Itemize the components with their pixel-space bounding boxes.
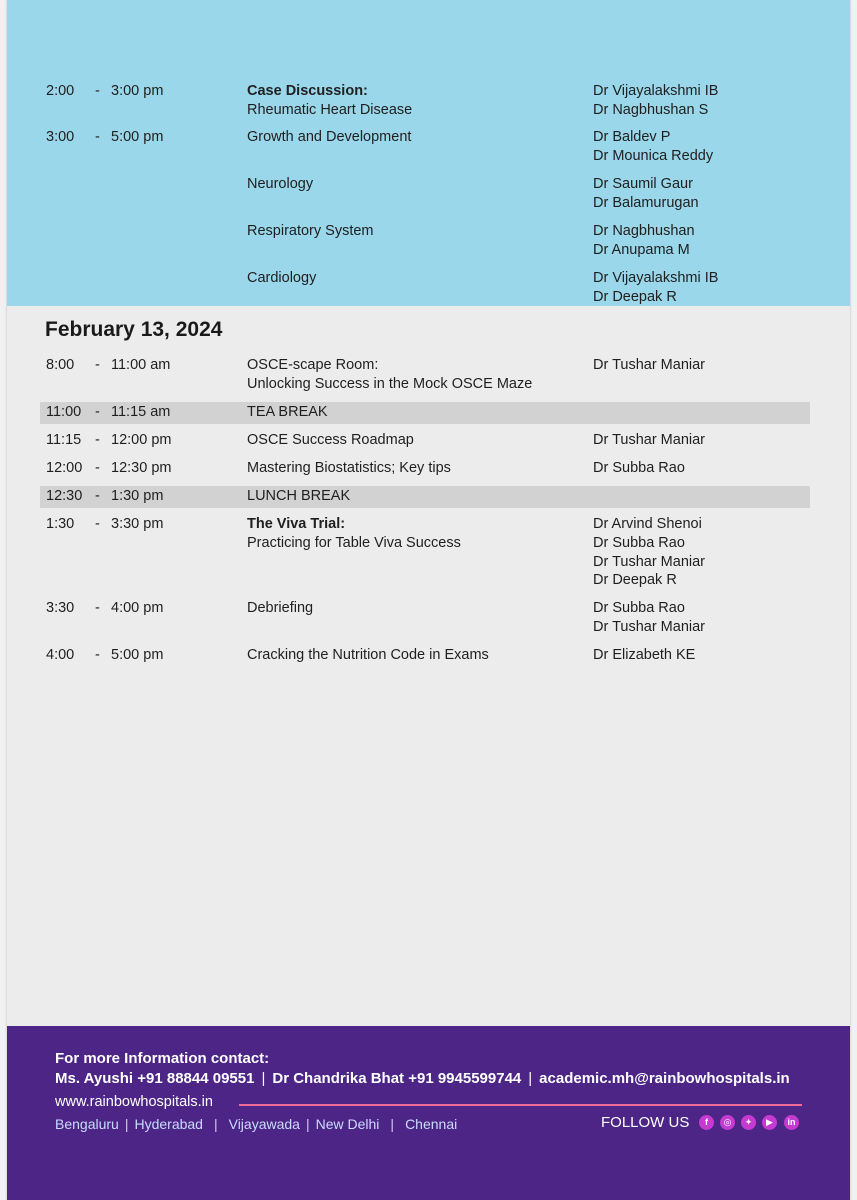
topic: Mastering Biostatistics; Key tips bbox=[247, 460, 451, 476]
topic: Cracking the Nutrition Code in Exams bbox=[247, 647, 489, 663]
time-to: 3:00 pm bbox=[111, 83, 164, 99]
city-hyderabad: Hyderabad bbox=[134, 1116, 203, 1132]
separator: | bbox=[390, 1116, 395, 1132]
schedule-row bbox=[7, 431, 850, 459]
separator: | bbox=[213, 1116, 218, 1132]
time-from: 4:00 bbox=[46, 647, 75, 663]
city-list bbox=[55, 1116, 457, 1132]
speaker: Dr Deepak R bbox=[593, 572, 677, 589]
topic: OSCE Success Roadmap bbox=[247, 432, 414, 448]
tea-break-row bbox=[7, 403, 850, 431]
instagram-icon[interactable]: ◎ bbox=[720, 1115, 735, 1130]
schedule-row bbox=[7, 356, 850, 392]
speaker: Dr Tushar Maniar bbox=[593, 618, 706, 635]
topic-title: The Viva Trial: bbox=[247, 516, 346, 532]
speaker: Dr Mounica Reddy bbox=[593, 147, 714, 164]
linkedin-icon[interactable]: in bbox=[784, 1115, 799, 1130]
time-dash: - bbox=[95, 83, 100, 99]
speaker: Dr Subba Rao bbox=[593, 460, 685, 476]
contact-email-link[interactable]: academic.mh@rainbowhospitals.in bbox=[539, 1070, 790, 1087]
website-link[interactable]: www.rainbowhospitals.in bbox=[55, 1094, 213, 1110]
time-to: 1:30 pm bbox=[111, 488, 164, 504]
time-from: 3:00 bbox=[46, 129, 75, 145]
topic: Cardiology bbox=[247, 270, 317, 286]
time-dash: - bbox=[95, 357, 100, 373]
topic: LUNCH BREAK bbox=[247, 488, 351, 504]
time-from: 11:00 bbox=[46, 404, 82, 420]
time-from: 12:30 bbox=[46, 488, 83, 504]
time-dash: - bbox=[95, 516, 100, 532]
topic: OSCE-scape Room: bbox=[247, 357, 379, 373]
time-dash: - bbox=[95, 647, 100, 663]
schedule-row bbox=[7, 646, 850, 674]
day-title: February 13, 2024 bbox=[45, 318, 223, 341]
speaker: Dr Vijayalakshmi IB bbox=[593, 270, 719, 286]
topic: Neurology bbox=[247, 176, 314, 192]
separator: | bbox=[124, 1116, 129, 1132]
speaker: Dr Saumil Gaur bbox=[593, 176, 693, 192]
time-to: 5:00 pm bbox=[111, 647, 164, 663]
time-to: 4:00 pm bbox=[111, 600, 164, 616]
topic: TEA BREAK bbox=[247, 404, 328, 420]
speaker: Dr Tushar Maniar bbox=[593, 553, 706, 570]
topic: Debriefing bbox=[247, 600, 314, 616]
speaker: Dr Arvind Shenoi bbox=[593, 516, 702, 532]
topic: Growth and Development bbox=[247, 129, 412, 145]
time-to: 5:00 pm bbox=[111, 129, 164, 145]
speaker: Dr Tushar Maniar bbox=[593, 357, 706, 373]
speaker: Dr Tushar Maniar bbox=[593, 432, 706, 448]
speaker: Dr Vijayalakshmi IB bbox=[593, 83, 719, 99]
schedule-row bbox=[7, 82, 850, 118]
topic: Respiratory System bbox=[247, 223, 374, 239]
speaker: Dr Anupama M bbox=[593, 241, 690, 258]
city-new-delhi: New Delhi bbox=[315, 1116, 380, 1132]
time-dash: - bbox=[95, 404, 100, 420]
speaker: Dr Nagbhushan bbox=[593, 223, 695, 239]
separator: | bbox=[528, 1070, 533, 1087]
time-to: 11:00 am bbox=[111, 357, 171, 373]
schedule-row bbox=[7, 175, 850, 211]
time-dash: - bbox=[95, 129, 100, 145]
separator: | bbox=[261, 1070, 266, 1087]
speaker: Dr Baldev P bbox=[593, 129, 671, 145]
separator: | bbox=[305, 1116, 310, 1132]
speaker: Dr Elizabeth KE bbox=[593, 647, 696, 663]
topic: Practicing for Table Viva Success bbox=[247, 534, 461, 551]
time-to: 11:15 am bbox=[111, 404, 171, 420]
city-vijayawada: Vijayawada bbox=[228, 1116, 300, 1132]
time-dash: - bbox=[95, 432, 100, 448]
speaker: Dr Deepak R bbox=[593, 288, 677, 305]
speaker: Dr Nagbhushan S bbox=[593, 101, 709, 118]
schedule-row bbox=[7, 222, 850, 258]
speaker: Dr Subba Rao bbox=[593, 600, 685, 616]
time-from: 1:30 bbox=[46, 516, 75, 532]
time-to: 12:00 pm bbox=[111, 432, 172, 448]
schedule-row bbox=[7, 128, 850, 164]
time-from: 12:00 bbox=[46, 460, 83, 476]
contact-title: For more Information contact: bbox=[55, 1050, 270, 1067]
time-from: 8:00 bbox=[46, 357, 75, 373]
time-dash: - bbox=[95, 460, 100, 476]
schedule-row bbox=[7, 515, 850, 589]
topic-subtitle: Unlocking Success in the Mock OSCE Maze bbox=[247, 375, 533, 392]
contact-chandrika: Dr Chandrika Bhat +91 9945599744 bbox=[272, 1070, 522, 1087]
speaker: Dr Subba Rao bbox=[593, 534, 685, 551]
topic-title: Case Discussion: bbox=[247, 83, 368, 99]
city-chennai: Chennai bbox=[405, 1116, 458, 1132]
contact-ayushi: Ms. Ayushi +91 88844 09551 bbox=[55, 1070, 255, 1087]
time-to: 12:30 pm bbox=[111, 460, 172, 476]
time-from: 11:15 bbox=[46, 432, 82, 448]
time-from: 2:00 bbox=[46, 83, 75, 99]
follow-us-label: FOLLOW US bbox=[601, 1114, 690, 1131]
facebook-icon[interactable]: f bbox=[699, 1115, 714, 1130]
schedule-row bbox=[7, 599, 850, 635]
lunch-break-row bbox=[7, 487, 850, 515]
twitter-icon[interactable]: ✦ bbox=[741, 1115, 756, 1130]
time-to: 3:30 pm bbox=[111, 516, 164, 532]
contact-details bbox=[55, 1070, 790, 1087]
contact-footer bbox=[7, 1026, 850, 1200]
topic: Rheumatic Heart Disease bbox=[247, 101, 413, 118]
city-bengaluru: Bengaluru bbox=[55, 1116, 119, 1132]
time-dash: - bbox=[95, 488, 100, 504]
schedule-row bbox=[7, 459, 850, 487]
time-dash: - bbox=[95, 600, 100, 616]
agenda-page bbox=[7, 0, 850, 1200]
speaker: Dr Balamurugan bbox=[593, 194, 699, 211]
schedule-row bbox=[7, 269, 850, 305]
divider-line bbox=[239, 1104, 802, 1106]
time-from: 3:30 bbox=[46, 600, 75, 616]
youtube-icon[interactable]: ▶ bbox=[762, 1115, 777, 1130]
